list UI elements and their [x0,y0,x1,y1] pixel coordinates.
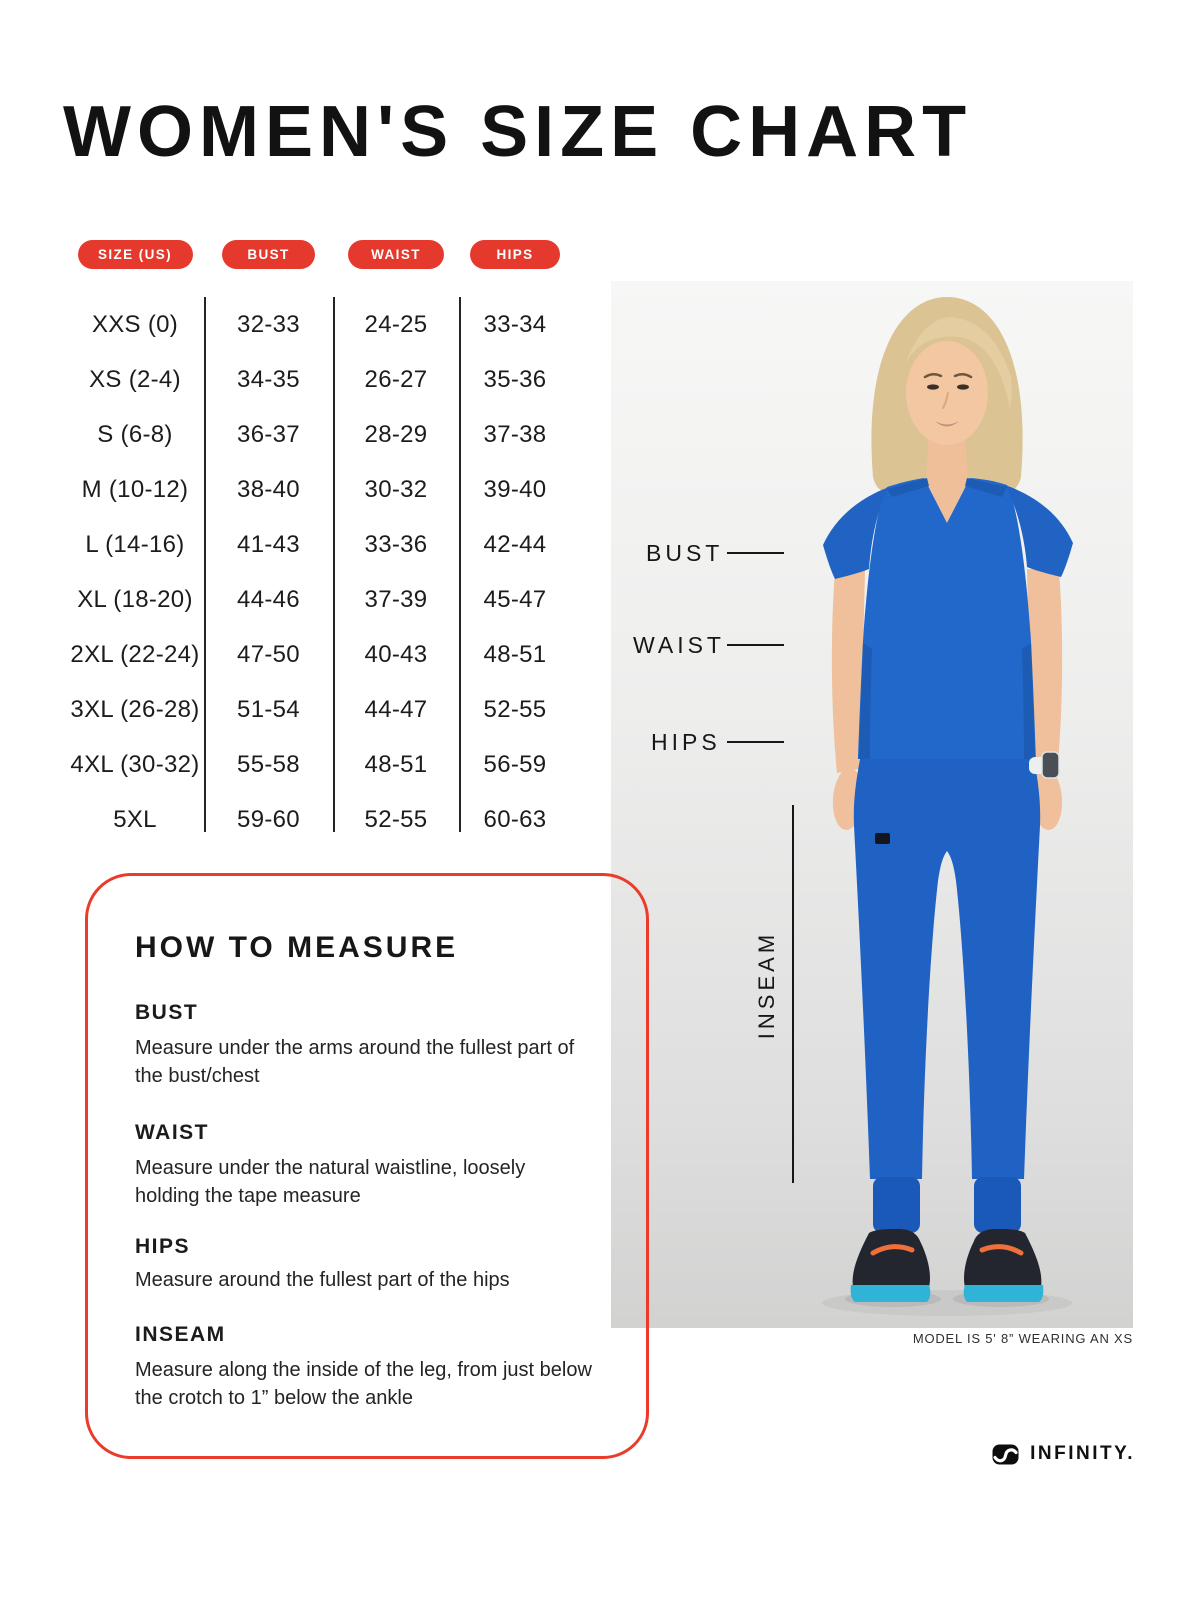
measure-bust-text: Measure under the arms around the fullest part of the bust/chest [135,1037,575,1087]
hips-cell: 60-63 [483,805,547,833]
hips-cell: 33-34 [483,310,547,338]
waist-cell: 24-25 [364,310,428,338]
page-title: WOMEN'S SIZE CHART [63,92,973,172]
hips-cell: 56-59 [483,750,547,778]
table-row [66,627,571,682]
waist-cell: 26-27 [364,365,428,393]
pants-tag [875,833,890,844]
infinity-logo-icon [992,1444,1019,1465]
hips-cell: 37-38 [483,420,547,448]
waist-cell: 44-47 [364,695,428,723]
table-row [66,682,571,737]
size-cell: S (6-8) [97,420,173,448]
model-illustration [611,281,1133,1328]
bust-cell: 41-43 [237,530,300,558]
hips-cell: 52-55 [483,695,547,723]
table-row [66,407,571,462]
size-table [66,297,571,847]
measure-inseam-text: Measure along the inside of the leg, from just below the crotch to 1” below the ankle [135,1359,592,1409]
size-cell: M (10-12) [81,475,189,503]
hips-callout-line [727,741,784,743]
table-row [66,297,571,352]
inseam-callout-line [792,805,794,1183]
bust-callout-label: BUST [646,540,724,566]
bust-cell: 34-35 [237,365,300,393]
measure-hips-label: HIPS [135,1235,191,1258]
size-cell: XS (2-4) [89,365,181,393]
scrub-pants [854,759,1040,1179]
hips-cell: 35-36 [483,365,547,393]
waist-callout-label: WAIST [633,632,725,658]
bust-cell: 38-40 [237,475,300,503]
hips-callout-label: HIPS [651,729,721,755]
measure-hips-text: Measure around the fullest part of the hips [135,1269,510,1291]
header-pill-bust: BUST [222,240,315,269]
waist-cell: 37-39 [364,585,428,613]
table-row [66,572,571,627]
hips-cell: 45-47 [483,585,547,613]
waist-cell: 33-36 [364,530,428,558]
waist-callout-line [727,644,784,646]
measure-bust-label: BUST [135,1001,199,1024]
waist-cell: 52-55 [364,805,428,833]
size-cell: 2XL (22-24) [70,640,200,668]
header-pill-waist: WAIST [348,240,444,269]
size-table-header [66,240,571,269]
bust-cell: 51-54 [237,695,300,723]
bust-callout-line [727,552,784,554]
waist-cell: 40-43 [364,640,428,668]
size-cell: 5XL [113,805,157,833]
header-pill-size: SIZE (US) [78,240,193,269]
table-row [66,517,571,572]
size-cell: XL (18-20) [77,585,193,613]
bust-cell: 32-33 [237,310,300,338]
waist-cell: 48-51 [364,750,428,778]
bust-cell: 59-60 [237,805,300,833]
table-row [66,352,571,407]
bust-cell: 36-37 [237,420,300,448]
waist-cell: 30-32 [364,475,428,503]
hips-cell: 42-44 [483,530,547,558]
bust-cell: 47-50 [237,640,300,668]
how-to-measure-box [85,873,649,1459]
size-cell: 4XL (30-32) [70,750,200,778]
size-cell: L (14-16) [85,530,185,558]
model-photo [611,281,1133,1328]
table-row [66,737,571,792]
measure-waist-text: Measure under the natural waistline, loosely holding the tape measure [135,1157,526,1207]
measure-waist-label: WAIST [135,1121,209,1144]
brand-wordmark: INFINITY. [1030,1443,1135,1464]
hips-cell: 39-40 [483,475,547,503]
bust-cell: 44-46 [237,585,300,613]
header-pill-hips: HIPS [470,240,560,269]
size-cell: 3XL (26-28) [70,695,200,723]
inseam-callout-label: INSEAM [754,930,779,1040]
measure-inseam-label: INSEAM [135,1323,226,1346]
size-cell: XXS (0) [91,310,179,338]
table-row [66,792,571,847]
waist-cell: 28-29 [364,420,428,448]
table-row [66,462,571,517]
brand-logo [992,1443,1135,1465]
hips-cell: 48-51 [483,640,547,668]
how-to-measure-title: HOW TO MEASURE [135,931,459,964]
bust-cell: 55-58 [237,750,300,778]
model-caption: MODEL IS 5' 8” WEARING AN XS [912,1331,1133,1346]
